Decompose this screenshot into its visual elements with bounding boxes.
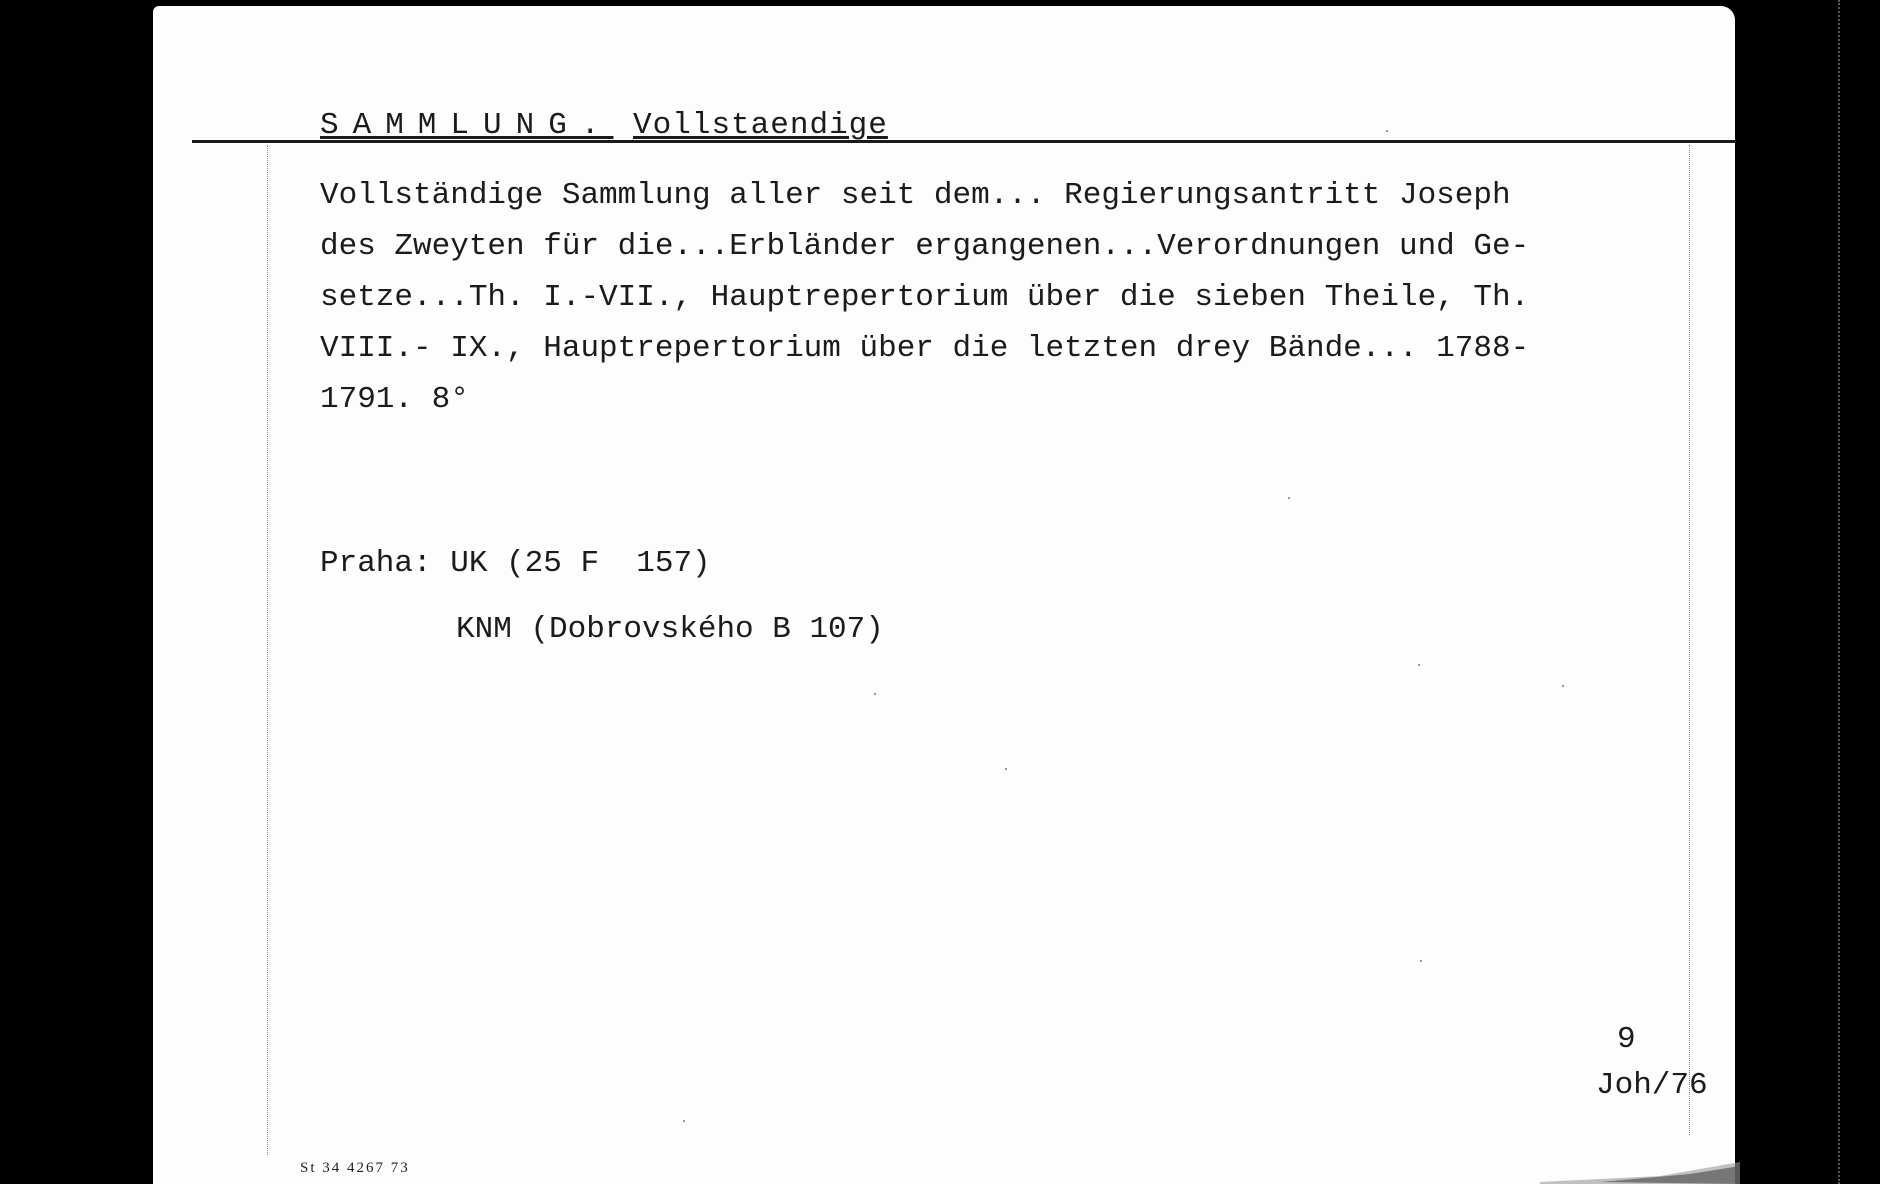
dust-speck <box>1288 497 1290 499</box>
description-line: Vollständige Sammlung aller seit dem... Regierungsantritt Joseph <box>320 178 1511 213</box>
card-corner-smudge <box>1540 1160 1740 1184</box>
dust-speck <box>1005 768 1007 770</box>
left-margin-line <box>267 145 268 1155</box>
print-code: St 34 4267 73 <box>300 1160 410 1176</box>
description-line: des Zweyten für die...Erbländer ergangenen...Verordnungen und Ge- <box>320 229 1530 264</box>
dust-speck <box>1562 685 1564 687</box>
card-description <box>320 170 1665 425</box>
dust-speck <box>1418 664 1420 666</box>
holding-location-primary: Praha: UK (25 F 157) <box>320 546 711 581</box>
cataloger-signature: Joh/76 <box>1596 1068 1708 1103</box>
dust-speck <box>1386 130 1388 132</box>
heading-spaced-word: SAMMLUNG. <box>320 108 614 143</box>
description-line: 1791. 8° <box>320 382 469 417</box>
film-edge-perforation <box>1838 0 1840 1184</box>
heading-keyword: Vollstaendige <box>633 108 888 143</box>
description-line: VIII.- IX., Hauptrepertorium über die letzten drey Bände... 1788- <box>320 331 1530 366</box>
dust-speck <box>874 693 876 695</box>
card-number: 9 <box>1617 1022 1636 1057</box>
dust-speck <box>683 1120 685 1122</box>
card-heading <box>320 108 888 143</box>
holding-location-secondary: KNM (Dobrovského B 107) <box>456 612 884 647</box>
dust-speck <box>1420 960 1422 962</box>
right-margin-line <box>1689 145 1690 1135</box>
description-line: setze...Th. I.-VII., Hauptrepertorium über die sieben Theile, Th. <box>320 280 1530 315</box>
